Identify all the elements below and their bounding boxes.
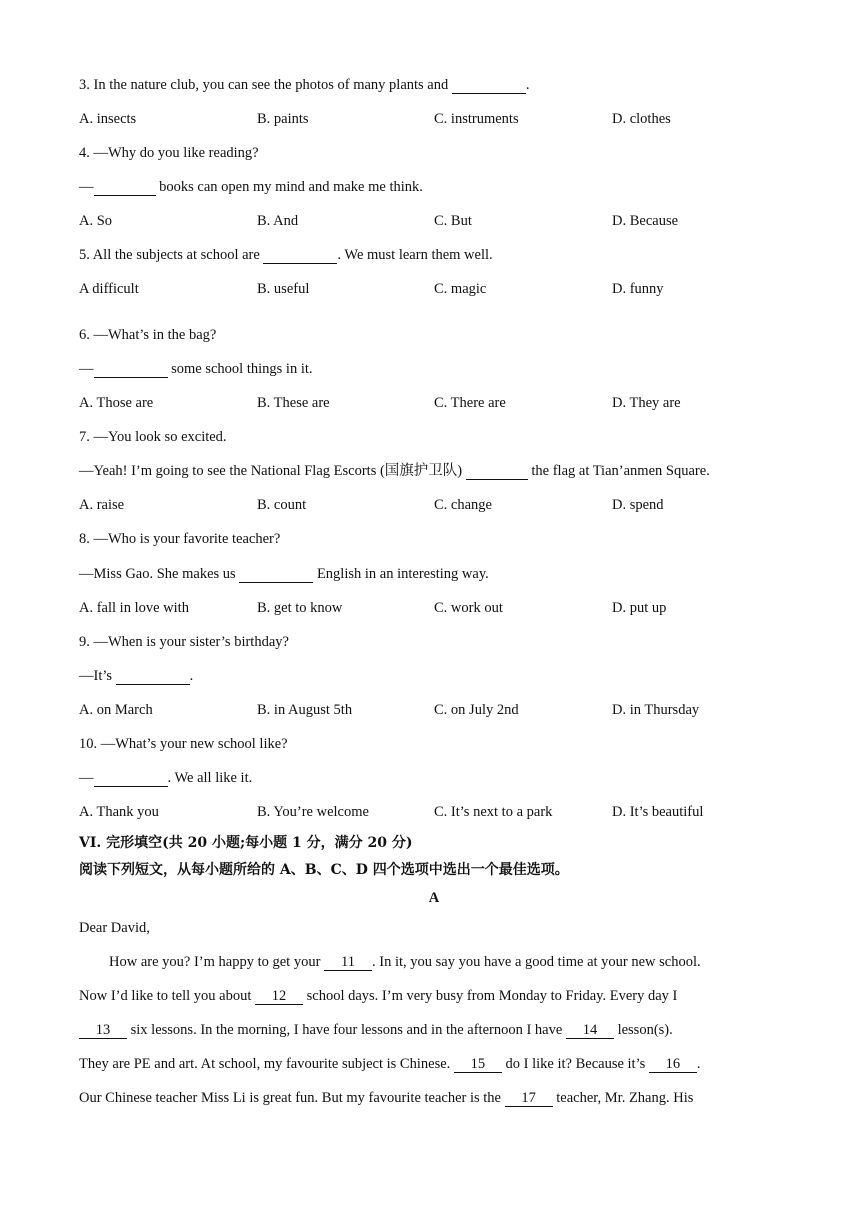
question-text: some school things in it. bbox=[167, 361, 313, 377]
option-c[interactable]: C. work out bbox=[434, 600, 503, 616]
question-text: —You look so excited. bbox=[93, 429, 227, 445]
question-text: —What’s in the bag? bbox=[93, 327, 217, 343]
question-text: —What’s your new school like? bbox=[100, 736, 288, 752]
option-b[interactable]: B. count bbox=[257, 497, 307, 513]
cloze-blank[interactable]: 13 bbox=[79, 1023, 127, 1039]
option-b[interactable]: B. paints bbox=[257, 111, 309, 127]
question-6-line bbox=[79, 360, 313, 378]
question-number: 7. bbox=[79, 429, 90, 445]
option-d[interactable]: D. funny bbox=[612, 281, 664, 297]
question-text: —Why do you like reading? bbox=[93, 145, 259, 161]
question-10-line bbox=[79, 769, 252, 787]
passage-text: lesson(s). bbox=[613, 1022, 673, 1038]
question-number: 9. bbox=[79, 634, 90, 650]
passage-text: They are PE and art. At school, my favourite subject is Chinese. bbox=[79, 1056, 454, 1072]
option-b[interactable]: B. These are bbox=[257, 395, 330, 411]
question-text: . We all like it. bbox=[167, 770, 253, 786]
part-label: A bbox=[428, 890, 440, 906]
passage-line bbox=[79, 1089, 693, 1107]
cloze-blank[interactable]: 11 bbox=[324, 955, 372, 971]
option-a[interactable]: A. Those are bbox=[79, 395, 154, 411]
question-8-line bbox=[79, 530, 280, 548]
question-text: . We must learn them well. bbox=[337, 247, 493, 263]
option-b[interactable]: B. useful bbox=[257, 281, 310, 297]
question-number: 3. bbox=[79, 77, 90, 93]
option-d[interactable]: D. spend bbox=[612, 497, 664, 513]
question-7-line bbox=[79, 462, 710, 480]
option-a[interactable]: A. on March bbox=[79, 702, 153, 718]
question-number: 8. bbox=[79, 531, 90, 547]
option-a[interactable]: A. fall in love with bbox=[79, 600, 189, 616]
passage-text: . In it, you say you have a good time at your new school. bbox=[372, 954, 701, 970]
option-c[interactable]: C. There are bbox=[434, 395, 506, 411]
passage-text: How are you? I’m happy to get your bbox=[109, 954, 325, 970]
answer-blank[interactable] bbox=[466, 464, 528, 480]
option-a[interactable]: A. insects bbox=[79, 111, 137, 127]
option-b[interactable]: B. get to know bbox=[257, 600, 343, 616]
question-text: —Yeah! I’m going to see the National Flag Escorts (国旗护卫队) bbox=[79, 463, 466, 479]
answer-blank[interactable] bbox=[94, 771, 168, 787]
question-7-line bbox=[79, 428, 227, 446]
option-c[interactable]: C. magic bbox=[434, 281, 487, 297]
question-9-line bbox=[79, 633, 289, 651]
answer-blank[interactable] bbox=[116, 669, 190, 685]
question-text: English in an interesting way. bbox=[313, 566, 489, 582]
option-d[interactable]: D. Because bbox=[612, 213, 679, 229]
question-text: —Miss Gao. She makes us bbox=[79, 566, 240, 582]
passage-text: Now I’d like to tell you about bbox=[79, 988, 255, 1004]
question-number: 5. bbox=[79, 247, 90, 263]
option-c[interactable]: C. But bbox=[434, 213, 472, 229]
question-4-line bbox=[79, 178, 423, 196]
question-text: books can open my mind and make me think. bbox=[155, 179, 423, 195]
passage-line bbox=[79, 987, 677, 1005]
question-6-line bbox=[79, 326, 216, 344]
question-text: —It’s bbox=[79, 668, 116, 684]
answer-blank[interactable] bbox=[263, 248, 337, 264]
question-10-line bbox=[79, 735, 288, 753]
question-8-line bbox=[79, 565, 489, 583]
question-3-line bbox=[79, 76, 530, 94]
option-c[interactable]: C. instruments bbox=[434, 111, 519, 127]
passage-text: six lessons. In the morning, I have four lessons and in the afternoon I have bbox=[127, 1022, 566, 1038]
question-text: —When is your sister’s birthday? bbox=[93, 634, 289, 650]
passage-text: do I like it? Because it’s bbox=[501, 1056, 649, 1072]
question-number: 10. bbox=[79, 736, 98, 752]
question-text: All the subjects at school are bbox=[92, 247, 264, 263]
option-d[interactable]: D. in Thursday bbox=[612, 702, 700, 718]
option-c[interactable]: C. change bbox=[434, 497, 492, 513]
section-heading: VI. 完形填空(共 20 小题;每小题 1 分，满分 20 分) bbox=[79, 835, 413, 851]
question-number: 6. bbox=[79, 327, 90, 343]
question-text: —Who is your favorite teacher? bbox=[93, 531, 281, 547]
option-d[interactable]: D. clothes bbox=[612, 111, 671, 127]
answer-blank[interactable] bbox=[239, 567, 313, 583]
question-text: — bbox=[79, 361, 94, 377]
answer-blank[interactable] bbox=[452, 78, 526, 94]
option-d[interactable]: D. They are bbox=[612, 395, 681, 411]
option-a[interactable]: A. So bbox=[79, 213, 113, 229]
question-text: In the nature club, you can see the photos of many plants and bbox=[93, 77, 452, 93]
letter-greeting: Dear David, bbox=[79, 920, 150, 936]
cloze-blank[interactable]: 12 bbox=[255, 989, 303, 1005]
option-d[interactable]: D. It’s beautiful bbox=[612, 804, 704, 820]
question-text: . bbox=[525, 77, 530, 93]
answer-blank[interactable] bbox=[94, 362, 168, 378]
question-number: 4. bbox=[79, 145, 90, 161]
question-5-line bbox=[79, 246, 493, 264]
cloze-blank[interactable]: 15 bbox=[454, 1057, 502, 1073]
cloze-blank[interactable]: 14 bbox=[566, 1023, 614, 1039]
passage-line bbox=[79, 1055, 701, 1073]
option-b[interactable]: B. in August 5th bbox=[257, 702, 353, 718]
passage-text: teacher, Mr. Zhang. His bbox=[552, 1090, 694, 1106]
question-9-line bbox=[79, 667, 193, 685]
option-a[interactable]: A. Thank you bbox=[79, 804, 159, 820]
question-text: — bbox=[79, 179, 94, 195]
answer-blank[interactable] bbox=[94, 180, 156, 196]
section-instruction: 阅读下列短文，从每小题所给的 A、B、C、D 四个选项中选出一个最佳选项。 bbox=[79, 862, 569, 878]
option-c[interactable]: C. on July 2nd bbox=[434, 702, 519, 718]
question-text: . bbox=[189, 668, 194, 684]
question-4-line bbox=[79, 144, 259, 162]
question-text: the flag at Tian’anmen Square. bbox=[527, 463, 710, 479]
cloze-blank[interactable]: 17 bbox=[505, 1091, 553, 1107]
question-text: — bbox=[79, 770, 94, 786]
option-d[interactable]: D. put up bbox=[612, 600, 667, 616]
option-a[interactable]: A. raise bbox=[79, 497, 125, 513]
passage-line bbox=[79, 1021, 673, 1039]
passage-text: Our Chinese teacher Miss Li is great fun. But my favourite teacher is the bbox=[79, 1090, 505, 1106]
option-b[interactable]: B. You’re welcome bbox=[257, 804, 369, 820]
passage-text: . bbox=[696, 1056, 701, 1072]
option-a[interactable]: A difficult bbox=[79, 281, 139, 297]
passage-text: school days. I’m very busy from Monday to Friday. Every day I bbox=[302, 988, 678, 1004]
passage-line bbox=[109, 953, 701, 971]
option-b[interactable]: B. And bbox=[257, 213, 299, 229]
option-c[interactable]: C. It’s next to a park bbox=[434, 804, 553, 820]
cloze-blank[interactable]: 16 bbox=[649, 1057, 697, 1073]
